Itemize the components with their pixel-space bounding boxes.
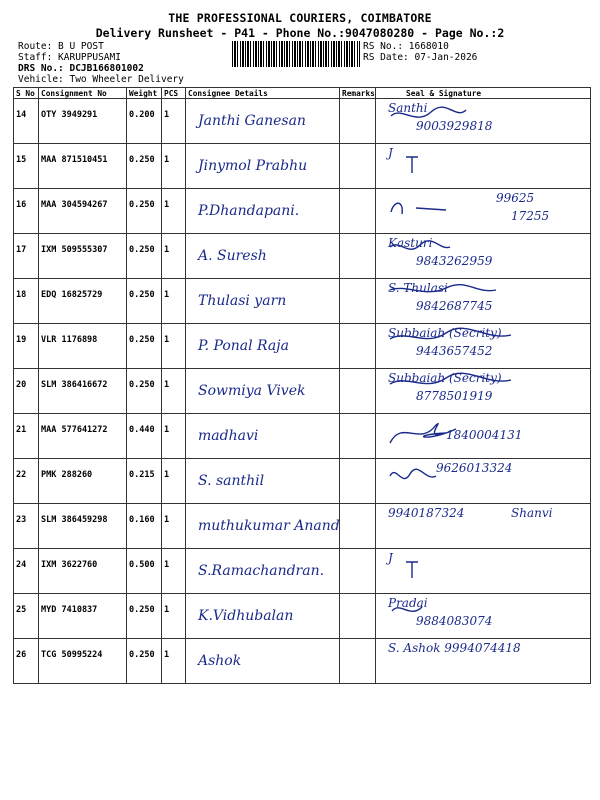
row-remarks [340, 99, 376, 144]
row-consignee-name: A. Suresh [198, 248, 267, 264]
row-pcs: 1 [162, 99, 186, 144]
row-consignee-name: S. santhil [198, 473, 265, 489]
row-sno: 23 [14, 504, 39, 549]
row-pcs: 1 [162, 594, 186, 639]
row-consignee-cell [186, 279, 340, 324]
row-consignee-cell [186, 189, 340, 234]
table-row [14, 369, 591, 414]
col-sno-header: S No [14, 88, 39, 99]
row-remarks [340, 414, 376, 459]
row-signature-cell [376, 639, 591, 684]
row-consignee-name: madhavi [198, 428, 259, 444]
signature-text-2: 9843262959 [416, 254, 493, 268]
row-consignee-cell [186, 504, 340, 549]
row-consignment-no: IXM 3622760 [39, 549, 127, 594]
row-consignee-cell [186, 99, 340, 144]
rs-number: RS No.: 1668010 [363, 41, 449, 52]
row-sno: 18 [14, 279, 39, 324]
table-row [14, 279, 591, 324]
row-signature-cell [376, 324, 591, 369]
row-pcs: 1 [162, 369, 186, 414]
row-consignment-no: MAA 577641272 [39, 414, 127, 459]
rs-date: RS Date: 07-Jan-2026 [363, 52, 478, 63]
row-remarks [340, 324, 376, 369]
runsheet-table [13, 87, 591, 684]
drs-number: DRS No.: DCJB166801002 [18, 63, 144, 74]
col-remarks-header: Remarks [340, 88, 376, 99]
row-pcs: 1 [162, 324, 186, 369]
route-label: Route: B U POST [18, 41, 104, 52]
row-remarks [340, 549, 376, 594]
signature-text-1: S. Thulasi [388, 281, 448, 295]
row-consignment-no: SLM 386459298 [39, 504, 127, 549]
table-row [14, 459, 591, 504]
table-header-row [14, 88, 591, 99]
row-pcs: 1 [162, 414, 186, 459]
signature-scribble [386, 192, 586, 234]
signature-text-1: Subbaiah (Secrity) [388, 326, 502, 340]
row-signature-cell [376, 594, 591, 639]
row-signature-cell [376, 279, 591, 324]
row-pcs: 1 [162, 279, 186, 324]
signature-scribble [386, 552, 586, 594]
row-consignee-cell [186, 369, 340, 414]
row-signature-cell [376, 189, 591, 234]
signature-text-1: J [388, 551, 393, 565]
table-row [14, 144, 591, 189]
row-weight: 0.250 [127, 324, 162, 369]
row-consignee-cell [186, 549, 340, 594]
row-weight: 0.250 [127, 639, 162, 684]
table-row [14, 414, 591, 459]
signature-text-1: 99625 [496, 191, 535, 205]
row-remarks [340, 639, 376, 684]
row-consignee-name: Janthi Ganesan [198, 113, 306, 129]
row-weight: 0.500 [127, 549, 162, 594]
row-consignee-name: muthukumar Anand [198, 518, 340, 534]
row-consignee-name: P.Dhandapani. [198, 203, 300, 219]
row-weight: 0.250 [127, 144, 162, 189]
row-weight: 0.160 [127, 504, 162, 549]
signature-text-1: Pradai [388, 596, 428, 610]
row-pcs: 1 [162, 639, 186, 684]
table-row [14, 99, 591, 144]
row-sno: 15 [14, 144, 39, 189]
row-remarks [340, 369, 376, 414]
row-signature-cell [376, 234, 591, 279]
row-consignee-cell [186, 459, 340, 504]
row-pcs: 1 [162, 234, 186, 279]
row-weight: 0.250 [127, 279, 162, 324]
signature-text-1: S. Ashok 9994074418 [388, 641, 521, 655]
row-signature-cell [376, 549, 591, 594]
table-row [14, 504, 591, 549]
row-consignee-name: Ashok [198, 653, 242, 669]
signature-text-2: 17255 [511, 209, 550, 223]
row-consignee-cell [186, 639, 340, 684]
row-sno: 20 [14, 369, 39, 414]
row-sno: 16 [14, 189, 39, 234]
row-remarks [340, 279, 376, 324]
row-consignee-cell [186, 144, 340, 189]
signature-text-2: 9443657452 [416, 344, 493, 358]
row-consignee-name: K.Vidhubalan [198, 608, 294, 624]
runsheet-title: Delivery Runsheet - P41 - Phone No.:9047080280 - Page No.:2 [95, 26, 505, 40]
row-remarks [340, 189, 376, 234]
col-pcs-header: PCS [162, 88, 186, 99]
vehicle-label: Vehicle: Two Wheeler Delivery [18, 74, 184, 85]
row-weight: 0.200 [127, 99, 162, 144]
barcode-image [232, 41, 360, 67]
row-weight: 0.215 [127, 459, 162, 504]
row-pcs: 1 [162, 144, 186, 189]
signature-text-1: J [388, 146, 393, 160]
row-consignment-no: VLR 1176898 [39, 324, 127, 369]
row-pcs: 1 [162, 504, 186, 549]
row-sno: 21 [14, 414, 39, 459]
row-consignment-no: MAA 304594267 [39, 189, 127, 234]
row-consignment-no: SLM 386416672 [39, 369, 127, 414]
row-remarks [340, 504, 376, 549]
row-sno: 19 [14, 324, 39, 369]
signature-text-2: 9003929818 [416, 119, 493, 133]
row-consignment-no: PMK 288260 [39, 459, 127, 504]
table-row [14, 594, 591, 639]
row-consignment-no: OTY 3949291 [39, 99, 127, 144]
row-consignment-no: IXM 509555307 [39, 234, 127, 279]
row-weight: 0.250 [127, 234, 162, 279]
table-row [14, 549, 591, 594]
row-weight: 0.250 [127, 594, 162, 639]
row-consignment-no: MYD 7410837 [39, 594, 127, 639]
signature-scribble [386, 147, 586, 189]
row-pcs: 1 [162, 459, 186, 504]
col-consignment-header: Consignment No [39, 88, 127, 99]
row-weight: 0.250 [127, 189, 162, 234]
row-signature-cell [376, 99, 591, 144]
company-title: THE PROFESSIONAL COURIERS, COIMBATORE [168, 11, 432, 25]
signature-text-2: Shanvi [511, 506, 553, 520]
row-consignee-cell [186, 414, 340, 459]
row-signature-cell [376, 144, 591, 189]
row-consignment-no: TCG 50995224 [39, 639, 127, 684]
row-consignee-name: Jinymol Prabhu [198, 158, 308, 174]
col-seal-header: Seal & Signature [376, 88, 591, 99]
row-consignee-cell [186, 324, 340, 369]
row-consignee-name: Thulasi yarn [198, 293, 287, 309]
row-consignment-no: MAA 871510451 [39, 144, 127, 189]
row-pcs: 1 [162, 549, 186, 594]
row-pcs: 1 [162, 189, 186, 234]
table-row [14, 234, 591, 279]
signature-text-1: Subbaiah (Secrity) [388, 371, 502, 385]
signature-text-1: 9626013324 [436, 461, 513, 475]
row-consignee-name: P. Ponal Raja [198, 338, 289, 354]
col-weight-header: Weight [127, 88, 162, 99]
signature-text-2: 9884083074 [416, 614, 493, 628]
row-sno: 17 [14, 234, 39, 279]
row-remarks [340, 459, 376, 504]
row-signature-cell [376, 459, 591, 504]
table-row [14, 189, 591, 234]
row-sno: 25 [14, 594, 39, 639]
row-sno: 26 [14, 639, 39, 684]
row-signature-cell [376, 504, 591, 549]
row-sno: 24 [14, 549, 39, 594]
col-consignee-header: Consignee Details [186, 88, 340, 99]
row-signature-cell [376, 369, 591, 414]
row-consignee-name: Sowmiya Vivek [198, 383, 306, 399]
table-row [14, 639, 591, 684]
row-consignee-cell [186, 594, 340, 639]
row-remarks [340, 144, 376, 189]
row-consignee-cell [186, 234, 340, 279]
signature-text-1: 1840004131 [446, 428, 523, 442]
row-remarks [340, 594, 376, 639]
row-consignee-name: S.Ramachandran. [198, 563, 325, 579]
row-weight: 0.250 [127, 369, 162, 414]
row-consignment-no: EDQ 16825729 [39, 279, 127, 324]
signature-text-2: 9842687745 [416, 299, 493, 313]
row-signature-cell [376, 414, 591, 459]
staff-label: Staff: KARUPPUSAMI [18, 52, 121, 63]
signature-text-1: Kasturi [388, 236, 433, 250]
row-remarks [340, 234, 376, 279]
signature-text-2: 8778501919 [416, 389, 493, 403]
signature-text-1: Santhi [388, 101, 428, 115]
table-row [14, 324, 591, 369]
row-weight: 0.440 [127, 414, 162, 459]
row-sno: 14 [14, 99, 39, 144]
row-sno: 22 [14, 459, 39, 504]
signature-text-1: 9940187324 [388, 506, 465, 520]
